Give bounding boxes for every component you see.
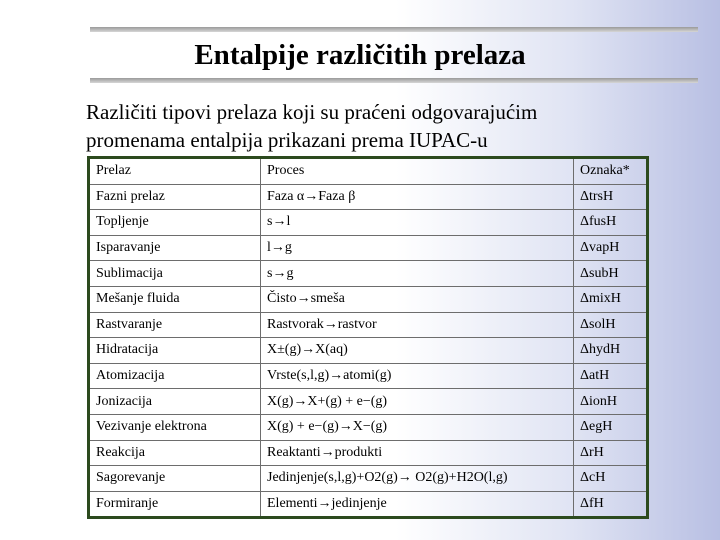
table-header-row xyxy=(89,158,648,185)
cell-oznaka: ΔatH xyxy=(574,363,648,389)
cell-prelaz: Reakcija xyxy=(89,440,261,466)
cell-oznaka: ΔsolH xyxy=(574,312,648,338)
subtitle-line-1: Različiti tipovi prelaza koji su praćeni odgovarajućim xyxy=(86,100,538,124)
header-proces: Proces xyxy=(261,158,574,185)
cell-oznaka: ΔmixH xyxy=(574,286,648,312)
table-row xyxy=(89,286,648,312)
cell-oznaka: ΔfusH xyxy=(574,210,648,236)
subtitle-line-2: promenama entalpija prikazani prema IUPAC-u xyxy=(86,128,488,152)
table-row xyxy=(89,235,648,261)
table-row xyxy=(89,389,648,415)
cell-oznaka: ΔrH xyxy=(574,440,648,466)
table-row xyxy=(89,261,648,287)
enthalpy-table xyxy=(87,156,649,519)
cell-prelaz: Jonizacija xyxy=(89,389,261,415)
cell-proces: Rastvorak→rastvor xyxy=(261,312,574,338)
cell-proces: s→l xyxy=(261,210,574,236)
cell-oznaka: ΔvapH xyxy=(574,235,648,261)
table-row xyxy=(89,363,648,389)
table-row xyxy=(89,312,648,338)
header-prelaz: Prelaz xyxy=(89,158,261,185)
cell-proces: Faza α→Faza β xyxy=(261,184,574,210)
cell-oznaka: ΔcH xyxy=(574,466,648,492)
cell-prelaz: Rastvaranje xyxy=(89,312,261,338)
cell-proces: l→g xyxy=(261,235,574,261)
title-rule-bottom xyxy=(90,78,698,83)
cell-prelaz: Topljenje xyxy=(89,210,261,236)
cell-proces: X±(g)→X(aq) xyxy=(261,338,574,364)
cell-prelaz: Formiranje xyxy=(89,491,261,518)
cell-proces: Reaktanti→produkti xyxy=(261,440,574,466)
table-row xyxy=(89,184,648,210)
cell-proces: Elementi→jedinjenje xyxy=(261,491,574,518)
cell-prelaz: Fazni prelaz xyxy=(89,184,261,210)
subtitle xyxy=(86,98,686,154)
title-rule-top xyxy=(90,27,698,32)
cell-prelaz: Hidratacija xyxy=(89,338,261,364)
cell-oznaka: ΔsubH xyxy=(574,261,648,287)
cell-proces: Vrste(s,l,g)→atomi(g) xyxy=(261,363,574,389)
table-row xyxy=(89,414,648,440)
cell-proces: X(g)→X+(g) + e−(g) xyxy=(261,389,574,415)
table-row xyxy=(89,466,648,492)
table-row xyxy=(89,210,648,236)
cell-prelaz: Isparavanje xyxy=(89,235,261,261)
cell-prelaz: Sagorevanje xyxy=(89,466,261,492)
cell-oznaka: ΔtrsH xyxy=(574,184,648,210)
cell-oznaka: ΔionH xyxy=(574,389,648,415)
cell-proces: Jedinjenje(s,l,g)+O2(g)→ O2(g)+H2O(l,g) xyxy=(261,466,574,492)
cell-proces: Čisto→smeša xyxy=(261,286,574,312)
page-title: Entalpije različitih prelaza xyxy=(194,39,526,71)
cell-proces: s→g xyxy=(261,261,574,287)
table-row xyxy=(89,491,648,518)
cell-proces: X(g) + e−(g)→X−(g) xyxy=(261,414,574,440)
cell-prelaz: Atomizacija xyxy=(89,363,261,389)
cell-oznaka: ΔhydH xyxy=(574,338,648,364)
cell-oznaka: ΔegH xyxy=(574,414,648,440)
cell-prelaz: Mešanje fluida xyxy=(89,286,261,312)
table-row xyxy=(89,338,648,364)
table-row xyxy=(89,440,648,466)
cell-oznaka: ΔfH xyxy=(574,491,648,518)
header-oznaka: Oznaka* xyxy=(574,158,648,185)
cell-prelaz: Sublimacija xyxy=(89,261,261,287)
cell-prelaz: Vezivanje elektrona xyxy=(89,414,261,440)
